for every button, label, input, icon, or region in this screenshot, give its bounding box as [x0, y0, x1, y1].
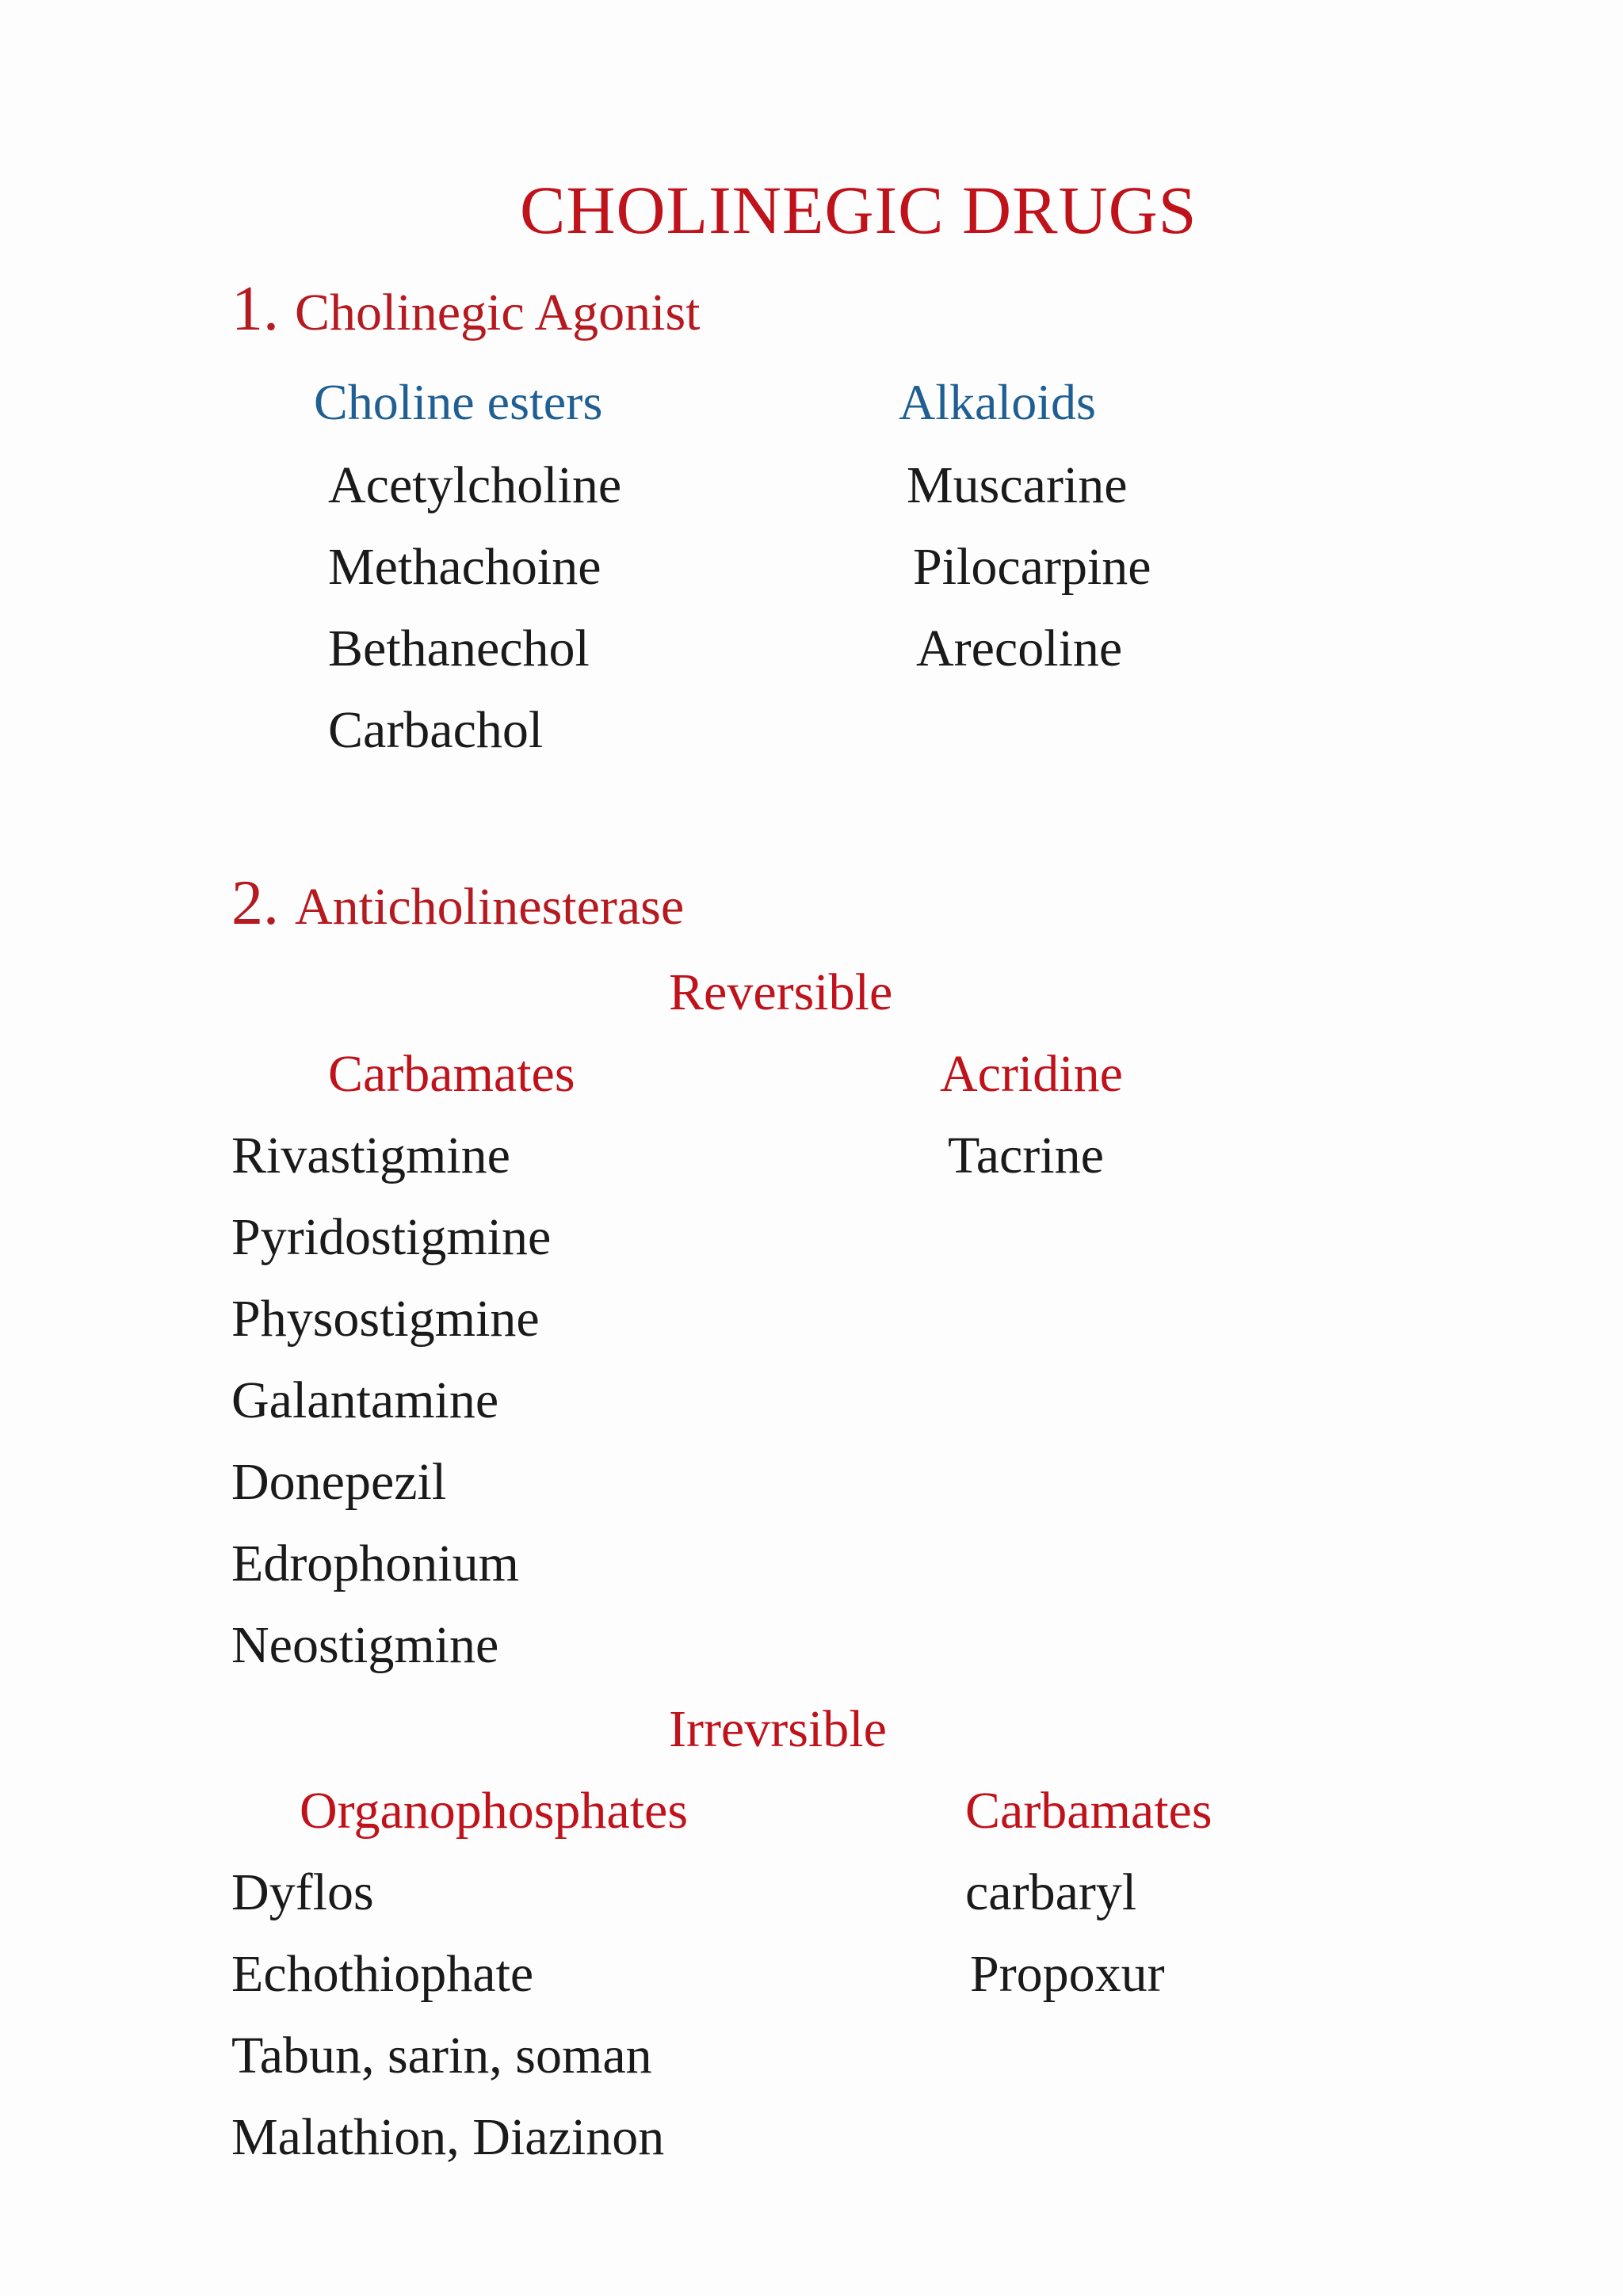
section-1-title: Cholinegic Agonist — [295, 284, 701, 341]
list-item: Edrophonium — [231, 1535, 519, 1592]
carbamates-heading: Carbamates — [328, 1045, 575, 1103]
section-1-number: 1. — [231, 274, 279, 344]
list-item: Physostigmine — [231, 1290, 540, 1348]
list-item: Bethanechol — [328, 620, 590, 677]
list-item: Rivastigmine — [231, 1127, 510, 1184]
list-item: Neostigmine — [231, 1616, 499, 1674]
list-item: Echothiophate — [231, 1945, 534, 2003]
list-item: Tacrine — [948, 1127, 1104, 1184]
list-item: Arecoline — [916, 620, 1123, 677]
list-item: Methachoine — [328, 538, 601, 596]
list-item: Acetylcholine — [328, 456, 622, 514]
acridine-heading: Acridine — [940, 1045, 1123, 1103]
section-1-heading — [231, 274, 701, 344]
list-item: Pyridostigmine — [231, 1208, 552, 1266]
choline-esters-heading: Choline esters — [314, 374, 603, 430]
list-item: Malathion, Diazinon — [231, 2108, 665, 2166]
list-item: Pilocarpine — [913, 538, 1151, 596]
section-2-heading — [231, 868, 685, 938]
page-title: CHOLINEGIC DRUGS — [520, 172, 1197, 248]
list-item: Galantamine — [231, 1371, 499, 1429]
list-item: Muscarine — [907, 456, 1128, 514]
list-item: carbaryl — [965, 1863, 1137, 1921]
list-item: Propoxur — [970, 1945, 1165, 2003]
section-2-number: 2. — [231, 868, 279, 938]
section-2-title: Anticholinesterase — [295, 878, 685, 936]
list-item: Tabun, sarin, soman — [231, 2027, 652, 2084]
carbamates-irreversible-heading: Carbamates — [965, 1782, 1212, 1840]
list-item: Donepezil — [231, 1453, 447, 1511]
organophosphates-heading: Organophosphates — [300, 1782, 689, 1840]
reversible-heading: Reversible — [669, 963, 893, 1021]
irreversible-heading: Irrevrsible — [669, 1700, 887, 1758]
list-item: Carbachol — [328, 701, 544, 759]
list-item: Dyflos — [231, 1863, 374, 1921]
alkaloids-heading: Alkaloids — [899, 374, 1096, 430]
